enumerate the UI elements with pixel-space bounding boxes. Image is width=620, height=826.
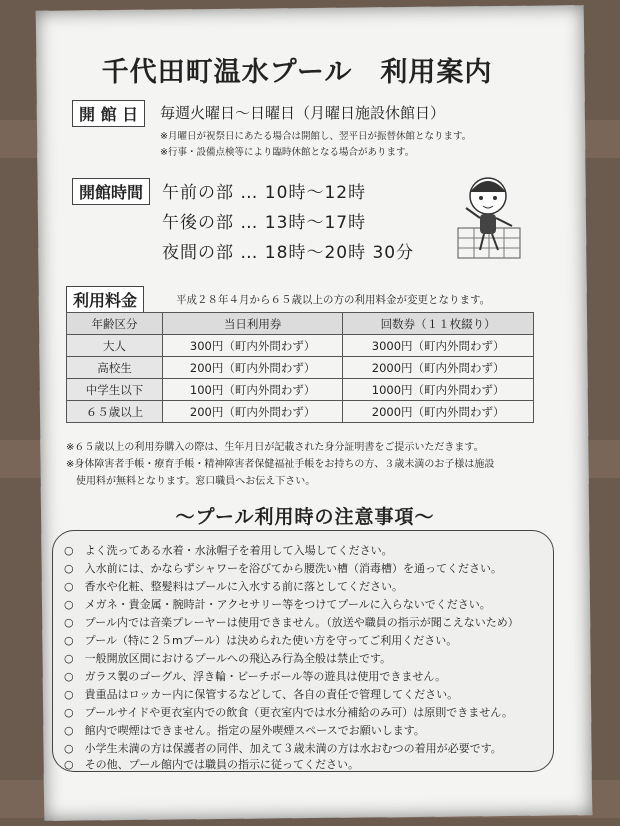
fee-table-header xyxy=(67,313,534,335)
list-item xyxy=(64,704,513,720)
bullet-icon: ○ xyxy=(64,742,74,755)
fee-single: 200円（町内外問わず） xyxy=(163,357,343,379)
list-item xyxy=(64,632,457,648)
fee-single: 300円（町内外問わず） xyxy=(163,335,343,357)
list-item xyxy=(64,542,393,558)
bullet-icon: ○ xyxy=(64,652,74,665)
session-afternoon: 午後の部 … 13時～17時 xyxy=(162,213,367,233)
fee-multi: 2000円（町内外問わず） xyxy=(343,357,534,379)
bullet-icon: ○ xyxy=(64,706,74,719)
list-item xyxy=(64,560,502,576)
fee-single: 100円（町内外問わず） xyxy=(163,379,343,401)
fees-note-1: ※６５歳以上の利用券購入の際は、生年月日が記載された身分証明書をご提示いただきます。 xyxy=(66,442,484,453)
notice-text: 入水前には、かならずシャワーを浴びてから腰洗い槽（消毒槽）を通ってください。 xyxy=(84,562,502,575)
fees-note-3: 使用料が無料となります。窓口職員へお伝え下さい。 xyxy=(66,476,316,487)
fee-category: 大人 xyxy=(67,335,163,357)
fee-multi: 2000円（町内外問わず） xyxy=(343,401,534,423)
bullet-icon: ○ xyxy=(64,670,74,683)
notice-text: 小学生未満の方は保護者の同伴、加えて３歳未満の方は水おむつの着用が必要です。 xyxy=(84,742,502,755)
table-row xyxy=(67,357,534,379)
list-item xyxy=(64,686,458,702)
opening-days-note-2: ※行事・設備点検等により臨時休館となる場合があります。 xyxy=(160,147,415,158)
fee-single: 200円（町内外問わず） xyxy=(163,401,343,423)
bullet-icon: ○ xyxy=(64,616,74,629)
list-item xyxy=(64,668,446,684)
fee-header-age: 年齢区分 xyxy=(67,313,163,335)
fees-note-2: ※身体障害者手帳・療育手帳・精神障害者保健福祉手帳をお持ちの方、３歳未満のお子様は施設 xyxy=(66,459,495,470)
bullet-icon: ○ xyxy=(64,634,74,647)
notice-text: プール内では音楽プレーヤーは使用できません。（放送や職員の指示が聞こえないため） xyxy=(84,616,519,629)
fee-header-single: 当日利用券 xyxy=(163,313,343,335)
notice-text: 館内で喫煙はできません。指定の屋外喫煙スペースでお願いします。 xyxy=(84,724,425,737)
notices-title: ～プール利用時の注意事項～ xyxy=(175,506,435,528)
fee-header-multi: 回数券（１１枚綴り） xyxy=(343,313,534,335)
table-row xyxy=(67,401,534,423)
notice-text: ガラス製のゴーグル、浮き輪・ビーチボール等の遊具は使用できません。 xyxy=(84,670,447,683)
bullet-icon: ○ xyxy=(64,598,74,611)
session-morning: 午前の部 … 10時～12時 xyxy=(162,183,367,203)
bullet-icon: ○ xyxy=(64,544,74,557)
notice-text: よく洗ってある水着・水泳帽子を着用して入場してください。 xyxy=(84,544,393,557)
table-row xyxy=(67,335,534,357)
notice-text: 香水や化粧、整髪料はプールに入水する前に落としてください。 xyxy=(84,580,404,593)
fee-category: 中学生以下 xyxy=(67,379,163,401)
notice-text: 貴重品はロッカー内に保管するなどして、各自の責任で管理してください。 xyxy=(84,688,459,701)
fee-category: ６５歳以上 xyxy=(67,401,163,423)
notice-text: プール（特に２５mプール）は決められた使い方を守ってご利用ください。 xyxy=(84,634,458,647)
fee-multi: 3000円（町内外問わず） xyxy=(343,335,534,357)
page-title: 千代田町温水プール 利用案内 xyxy=(101,57,493,88)
notice-text: その他、プール館内では職員の指示に従ってください。 xyxy=(84,758,360,771)
bullet-icon: ○ xyxy=(64,562,74,575)
opening-days-note-1: ※月曜日が祝祭日にあたる場合は開館し、翌平日が振替休館となります。 xyxy=(160,131,472,142)
list-item xyxy=(64,722,425,738)
list-item xyxy=(64,650,391,666)
list-item xyxy=(64,614,519,630)
list-item xyxy=(64,578,403,594)
fee-category: 高校生 xyxy=(67,357,163,379)
notice-text: メガネ・貴金属・腕時計・アクセサリー等をつけてプールに入らないでください。 xyxy=(84,598,491,611)
bullet-icon: ○ xyxy=(64,580,74,593)
opening-days-value: 毎週火曜日～日曜日（月曜日施設休館日） xyxy=(160,104,446,122)
bullet-icon: ○ xyxy=(64,688,74,701)
notice-text: 一般開放区間におけるプールへの飛込み行為全般は禁止です。 xyxy=(84,652,392,665)
opening-hours-label: 開館時間 xyxy=(72,178,150,205)
fee-multi: 1000円（町内外問わず） xyxy=(343,379,534,401)
list-item xyxy=(64,596,491,612)
bullet-icon: ○ xyxy=(64,758,74,771)
table-row xyxy=(67,379,534,401)
fees-label: 利用料金 xyxy=(66,286,144,313)
fees-intro: 平成２８年４月から６５歳以上の方の利用料金が変更となります。 xyxy=(176,294,491,306)
fee-table xyxy=(66,312,534,423)
opening-days-label: 開 館 日 xyxy=(72,100,145,127)
swimmer-mascot-illustration xyxy=(448,168,528,263)
session-evening: 夜間の部 … 18時～20時 30分 xyxy=(162,243,415,263)
bullet-icon: ○ xyxy=(64,724,74,737)
notice-text: プールサイドや更衣室内での飲食（更衣室内では水分補給のみ可）は原則できません。 xyxy=(84,706,513,719)
list-item xyxy=(64,756,359,772)
list-item xyxy=(64,740,502,756)
